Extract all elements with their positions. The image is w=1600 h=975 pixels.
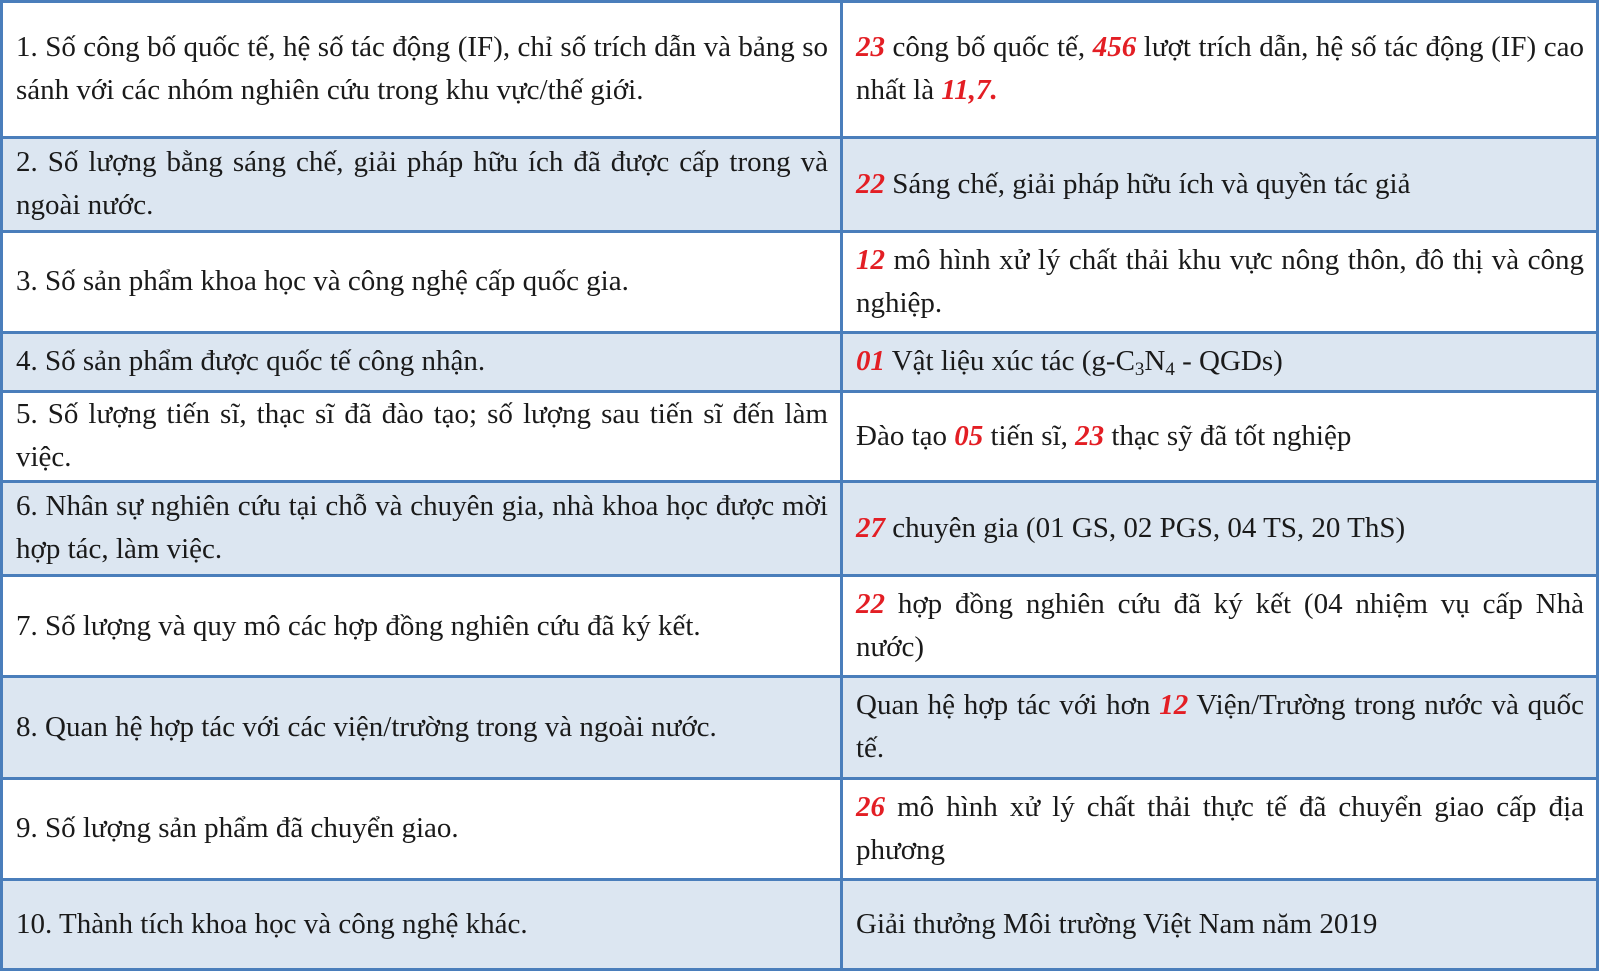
highlight-number: 22 [856, 167, 885, 200]
subscript: 3 [1134, 359, 1145, 381]
highlight-number: 12 [856, 243, 885, 276]
result-text: N [1144, 345, 1166, 378]
result-cell [842, 231, 1598, 332]
table-row [2, 391, 1598, 481]
result-text: lượt trích dẫn, hệ số tác động (IF) cao nhất là [856, 31, 1585, 107]
criterion-cell: 1. Số công bố quốc tế, hệ số tác động (IF), chỉ số trích dẫn và bảng so sánh với các nhóm nghiên cứu trong khu vực/thế giới. [2, 2, 842, 138]
table-row [2, 778, 1598, 879]
result-text: tiến sĩ, [983, 419, 1076, 452]
result-cell [842, 576, 1598, 677]
table-row [2, 481, 1598, 575]
highlight-number: 27 [856, 511, 885, 544]
result-cell [842, 2, 1598, 138]
criterion-cell: 4. Số sản phẩm được quốc tế công nhận. [2, 333, 842, 392]
result-text: Viện/Trường trong nước và quốc tế. [856, 689, 1584, 765]
highlight-number: 22 [856, 588, 885, 621]
result-cell [842, 137, 1598, 231]
criterion-cell: 2. Số lượng bằng sáng chế, giải pháp hữu ích đã được cấp trong và ngoài nước. [2, 137, 842, 231]
result-text: - QGDs) [1174, 345, 1283, 378]
table-row [2, 677, 1598, 778]
highlight-number: 11,7. [941, 74, 998, 107]
result-cell [842, 481, 1598, 575]
result-text: Giải thưởng Môi trường Việt Nam năm 2019 [856, 907, 1378, 940]
highlight-number: 26 [856, 790, 885, 823]
criterion-cell: 8. Quan hệ hợp tác với các viện/trường trong và ngoài nước. [2, 677, 842, 778]
result-text: hợp đồng nghiên cứu đã ký kết (04 nhiệm vụ cấp Nhà nước) [856, 588, 1584, 664]
table-row [2, 879, 1598, 969]
subscript: 4 [1165, 359, 1175, 381]
highlight-number: 23 [1075, 419, 1105, 452]
criterion-cell: 6. Nhân sự nghiên cứu tại chỗ và chuyên gia, nhà khoa học được mời hợp tác, làm việc. [2, 481, 842, 575]
criterion-cell: 5. Số lượng tiến sĩ, thạc sĩ đã đào tạo; số lượng sau tiến sĩ đến làm việc. [2, 391, 842, 481]
criterion-cell: 9. Số lượng sản phẩm đã chuyển giao. [2, 778, 842, 879]
highlight-number: 05 [954, 419, 984, 452]
criterion-cell: 3. Số sản phẩm khoa học và công nghệ cấp quốc gia. [2, 231, 842, 332]
result-cell [842, 778, 1598, 879]
result-text: thạc sỹ đã tốt nghiệp [1104, 419, 1352, 452]
result-cell [842, 677, 1598, 778]
result-text: Quan hệ hợp tác với hơn [856, 689, 1160, 722]
result-text: Đào tạo [856, 419, 955, 452]
criterion-cell: 7. Số lượng và quy mô các hợp đồng nghiên cứu đã ký kết. [2, 576, 842, 677]
result-cell [842, 879, 1598, 969]
table-row [2, 137, 1598, 231]
result-text: mô hình xử lý chất thải thực tế đã chuyển giao cấp địa phương [856, 790, 1584, 866]
highlight-number: 23 [856, 31, 885, 64]
result-text: chuyên gia (01 GS, 02 PGS, 04 TS, 20 ThS) [885, 511, 1406, 544]
criterion-cell: 10. Thành tích khoa học và công nghệ khác. [2, 879, 842, 969]
result-cell [842, 333, 1598, 392]
result-text: công bố quốc tế, [885, 31, 1093, 64]
highlight-number: 12 [1159, 689, 1189, 722]
table-row [2, 333, 1598, 392]
highlight-number: 01 [856, 345, 885, 378]
result-cell [842, 391, 1598, 481]
result-text: Vật liệu xúc tác (g-C [885, 345, 1135, 378]
table-row [2, 231, 1598, 332]
result-text: Sáng chế, giải pháp hữu ích và quyền tác giả [885, 167, 1411, 200]
result-text: mô hình xử lý chất thải khu vực nông thôn, đô thị và công nghiệp. [856, 243, 1584, 319]
highlight-number: 456 [1092, 31, 1137, 64]
table-row [2, 576, 1598, 677]
table-row [2, 2, 1598, 138]
